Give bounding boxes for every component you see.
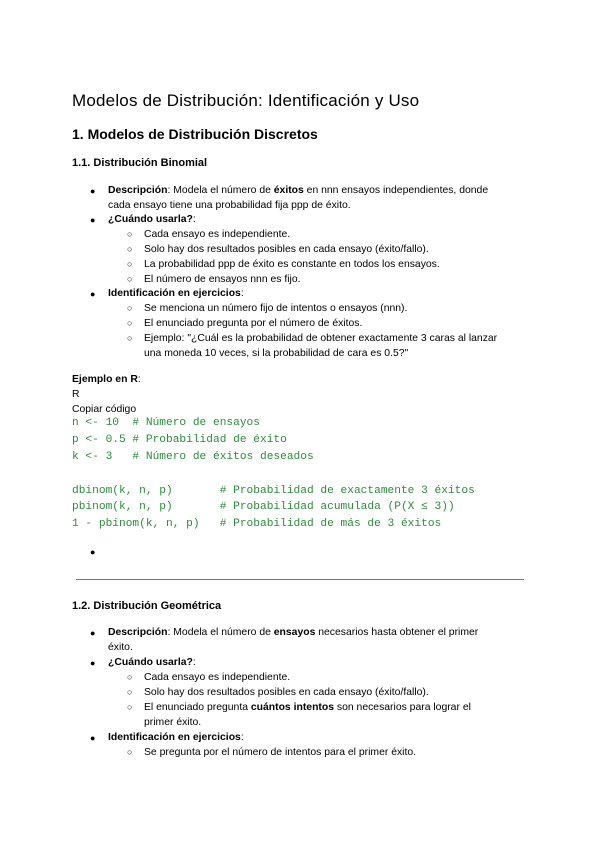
circle-bullet-icon: ○ bbox=[127, 259, 133, 269]
when-label: ¿Cuándo usarla? bbox=[108, 214, 193, 225]
geometrica-description bbox=[108, 625, 478, 640]
desc-bold: éxitos bbox=[273, 185, 304, 196]
code-language: R bbox=[72, 389, 80, 400]
desc-label: Descripción bbox=[108, 185, 168, 196]
circle-bullet-icon: ○ bbox=[127, 333, 133, 343]
bullet-icon: ● bbox=[90, 547, 96, 557]
subsection-heading-binomial: 1.1. Distribución Binomial bbox=[72, 157, 208, 169]
when-label: ¿Cuándo usarla? bbox=[108, 657, 193, 668]
copy-code-button[interactable]: Copiar código bbox=[72, 404, 137, 415]
example-heading bbox=[72, 372, 141, 387]
bullet-icon: ● bbox=[90, 215, 96, 225]
binomial-when bbox=[108, 212, 196, 227]
colon: : bbox=[192, 214, 196, 225]
code-line: k <- 3 # Número de éxitos deseados bbox=[72, 451, 314, 463]
list-item: El número de ensayos nnn es fijo. bbox=[144, 274, 301, 285]
circle-bullet-icon: ○ bbox=[127, 687, 133, 697]
colon: : bbox=[192, 657, 196, 668]
geometrica-description-line2: éxito. bbox=[108, 642, 133, 653]
desc-text: necesarios hasta obtener el primer bbox=[315, 627, 479, 638]
list-item: La probabilidad ppp de éxito es constante en todos los ensayos. bbox=[144, 259, 440, 270]
list-item: Se pregunta por el número de intentos para el primer éxito. bbox=[144, 747, 417, 758]
list-item bbox=[144, 700, 471, 715]
code-line: dbinom(k, n, p) # Probabilidad de exactamente 3 éxitos bbox=[72, 485, 475, 497]
list-item: El enunciado pregunta por el número de éxitos. bbox=[144, 318, 363, 329]
bullet-icon: ● bbox=[90, 628, 96, 638]
ident-label: Identificación en ejercicios bbox=[108, 732, 241, 743]
example-label: Ejemplo en R bbox=[72, 374, 138, 385]
desc-text: : Modela el número de bbox=[167, 627, 274, 638]
colon: : bbox=[240, 288, 244, 299]
circle-bullet-icon: ○ bbox=[127, 303, 133, 313]
page-title: Modelos de Distribución: Identificación y Uso bbox=[72, 91, 420, 110]
list-item: Se menciona un número fijo de intentos o ensayos (nnn). bbox=[144, 303, 408, 314]
code-line: n <- 10 # Número de ensayos bbox=[72, 417, 260, 429]
item-text: son necesarios para lograr el bbox=[334, 702, 471, 713]
bullet-icon: ● bbox=[90, 733, 96, 743]
binomial-identification bbox=[108, 286, 244, 301]
list-item: Solo hay dos resultados posibles en cada ensayo (éxito/fallo). bbox=[144, 244, 429, 255]
list-item-line2: primer éxito. bbox=[144, 717, 202, 728]
horizontal-divider bbox=[76, 579, 524, 580]
circle-bullet-icon: ○ bbox=[127, 672, 133, 682]
list-item: Solo hay dos resultados posibles en cada ensayo (éxito/fallo). bbox=[144, 687, 429, 698]
list-item-example-line2: una moneda 10 veces, si la probabilidad de cara es 0.5?" bbox=[144, 348, 409, 359]
item-bold: cuántos intentos bbox=[250, 702, 335, 713]
list-item: Cada ensayo es independiente. bbox=[144, 672, 291, 683]
desc-bold: ensayos bbox=[273, 627, 316, 638]
circle-bullet-icon: ○ bbox=[127, 702, 133, 712]
binomial-description bbox=[108, 183, 488, 198]
circle-bullet-icon: ○ bbox=[127, 747, 133, 757]
circle-bullet-icon: ○ bbox=[127, 318, 133, 328]
bullet-icon: ● bbox=[90, 658, 96, 668]
circle-bullet-icon: ○ bbox=[127, 244, 133, 254]
bullet-icon: ● bbox=[90, 186, 96, 196]
geometrica-identification bbox=[108, 730, 244, 745]
section-heading: 1. Modelos de Distribución Discretos bbox=[72, 126, 318, 142]
bullet-icon: ● bbox=[90, 289, 96, 299]
code-line: pbinom(k, n, p) # Probabilidad acumulada (P(X ≤ 3)) bbox=[72, 501, 455, 513]
item-text: El enunciado pregunta bbox=[144, 702, 251, 713]
desc-text: : Modela el número de bbox=[167, 185, 274, 196]
colon: : bbox=[137, 374, 141, 385]
desc-text: en nnn ensayos independientes, donde bbox=[303, 185, 489, 196]
desc-label: Descripción bbox=[108, 627, 168, 638]
ident-label: Identificación en ejercicios bbox=[108, 288, 241, 299]
colon: : bbox=[240, 732, 244, 743]
circle-bullet-icon: ○ bbox=[127, 274, 133, 284]
circle-bullet-icon: ○ bbox=[127, 229, 133, 239]
code-line: 1 - pbinom(k, n, p) # Probabilidad de más de 3 éxitos bbox=[72, 518, 442, 530]
code-line: p <- 0.5 # Probabilidad de éxito bbox=[72, 434, 287, 446]
geometrica-when bbox=[108, 655, 196, 670]
list-item: Cada ensayo es independiente. bbox=[144, 229, 291, 240]
subsection-heading-geometrica: 1.2. Distribución Geométrica bbox=[72, 600, 222, 612]
binomial-description-line2: cada ensayo tiene una probabilidad fija ppp de éxito. bbox=[108, 200, 351, 211]
list-item-example: Ejemplo: "¿Cuál es la probabilidad de obtener exactamente 3 caras al lanzar bbox=[144, 333, 498, 344]
